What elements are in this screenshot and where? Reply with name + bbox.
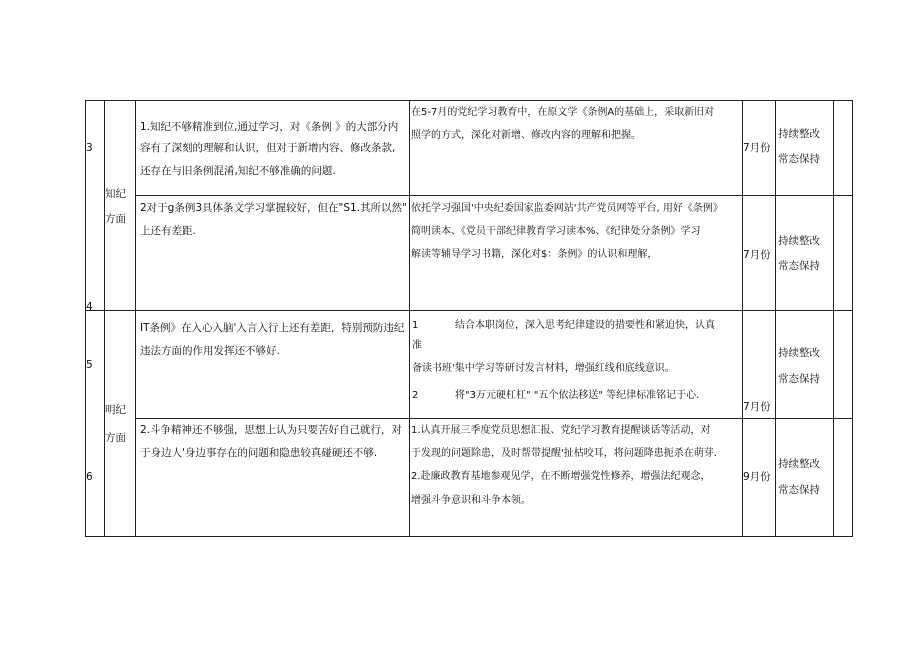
deadline-text: 7月份 <box>743 142 771 154</box>
problem-text: 上还有差距. <box>140 225 196 237</box>
status-text: 常态保持 <box>778 484 820 496</box>
status-text: 常态保持 <box>778 153 820 165</box>
problem-text: 违法方面的作用发挥还不够好. <box>140 345 280 357</box>
category-label: 方面 <box>105 213 126 225</box>
row-divider <box>85 310 853 311</box>
deadline-text: 9月份 <box>743 471 771 483</box>
column-divider <box>775 100 776 537</box>
deadline-text: 7月份 <box>743 249 771 261</box>
problem-text: 2.斗争精神还不够强，思想上认为只要苦好自己就行，对 <box>140 424 403 436</box>
category-label: 知纪 <box>105 188 126 200</box>
measure-text: 在5-7月的党纪学习教育中，在原文学《条例A的基础上，采取新旧对 <box>411 107 715 118</box>
status-text: 常态保持 <box>778 260 820 272</box>
row-number: 3 <box>86 142 93 154</box>
measure-text: 将"3万元硬杠杠" "五个依法移送" 等纪律标准铭记于心. <box>455 390 700 401</box>
row-number: 4 <box>86 301 93 313</box>
measure-text: 照学的方式，深化对新增、修改内容的理解和把握。 <box>411 130 641 141</box>
problem-text: 2对于g条例3具体条文学习掌握较好，但在"S1.其所以然" <box>140 202 407 214</box>
measure-text: 1.认真开展三季度党员思想汇报、党纪学习教育提醒谈话等活动，对 <box>411 425 711 436</box>
status-text: 持续整改 <box>778 235 820 247</box>
category-label: 明纪 <box>105 404 126 416</box>
problem-text: 还存在与旧条例混淆,知纪不够准确的问题. <box>140 165 336 177</box>
measure-text: 备读书班'集中学习等研讨发言材料，增强红线和底线意识。 <box>412 363 675 374</box>
status-text: 持续整改 <box>778 458 820 470</box>
status-text: 持续整改 <box>778 347 820 359</box>
problem-text: 容有了深刻的理解和认识，但对于新增内容、修改条款, <box>140 142 396 154</box>
row-number: 6 <box>86 471 93 483</box>
measure-text: 2.赴廉政教育基地参观见学，在不断增强党性修养，增强法纪观念， <box>411 471 711 482</box>
measure-text: 简明读本、《党员干部纪律教育学习读本%、《纪律处分条例》学习 <box>411 226 701 237</box>
column-divider <box>833 100 834 537</box>
deadline-text: 7月份 <box>743 401 771 413</box>
table-right-border <box>852 100 853 537</box>
measure-text: 于发现的问题除患，及时帮带提醒'扯枯咬耳，将问题降患扼杀在萌芽. <box>411 448 717 459</box>
status-text: 持续整改 <box>778 128 820 140</box>
column-divider <box>104 100 105 537</box>
row-divider <box>135 195 853 196</box>
problem-text: 1.知纪不够精准到位,通过学习，对《条例 》的大部分内 <box>140 121 399 133</box>
measure-text: 准 <box>412 340 422 351</box>
measure-text: 依托学习强国'中央纪委国家监委网站'共产党员网等平台, 用好《条例》 <box>411 203 723 214</box>
problem-text: 于身边人'身边事存在的问题和隐患较真碰硬还不够. <box>140 447 378 459</box>
column-divider <box>135 100 136 537</box>
column-divider <box>409 100 410 537</box>
measure-number: 2 <box>412 390 419 401</box>
table-bottom-border <box>85 536 853 537</box>
row-number: 5 <box>86 359 93 371</box>
measure-number: 1 <box>412 320 419 331</box>
problem-text: IT条例》在入心入脑'入言入行上还有差距，特别预防违纪 <box>140 322 405 334</box>
rectification-table <box>85 100 853 537</box>
row-divider <box>135 418 853 419</box>
category-label: 方面 <box>105 432 126 444</box>
status-text: 常态保持 <box>778 373 820 385</box>
table-top-border <box>85 100 853 101</box>
measure-text: 解读等辅导学习书籍，深化对$：条例》的认识和理解， <box>411 249 658 260</box>
measure-text: 结合本职岗位，深入思考纪律建设的措要性和紧迫快，认真 <box>455 320 715 331</box>
measure-text: 增强斗争意识和斗争本领。 <box>411 495 531 506</box>
